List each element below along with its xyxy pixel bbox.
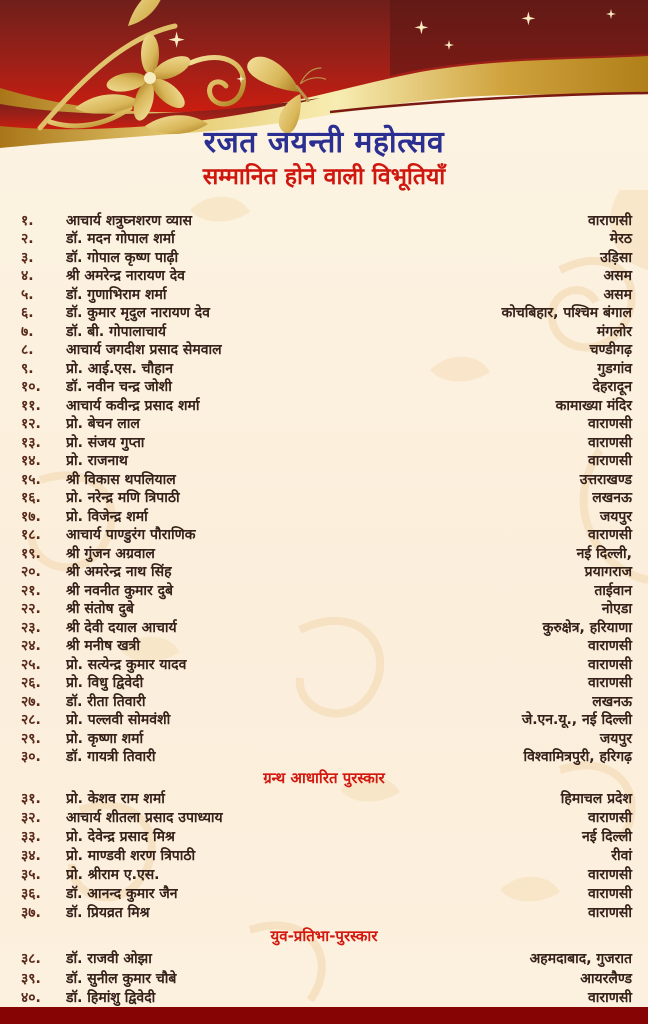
honoree-number: २०.	[21, 564, 41, 581]
honoree-number: ३४.	[21, 848, 41, 864]
honoree-place: उड़िसा	[600, 249, 632, 266]
honoree-rows-granth	[0, 789, 648, 922]
honoree-place: जे.एन.यू., नई दिल्ली	[521, 712, 632, 729]
page-subtitle: सम्मानित होने वाली विभूतियाँ	[202, 163, 446, 190]
honoree-number: ३३.	[21, 829, 41, 845]
honoree-name: श्री मनीष खत्री	[66, 638, 140, 655]
honoree-name: डॉ. नवीन चन्द्र जोशी	[66, 379, 172, 396]
section-title-yuva-award: युव-प्रतिभा-पुरस्कार	[270, 926, 378, 945]
honoree-number: ६.	[21, 305, 34, 322]
honoree-place: मंगलोर	[596, 323, 632, 340]
honoree-number: २४.	[21, 638, 41, 655]
honoree-number: १३.	[21, 434, 41, 451]
honoree-name: डॉ. मदन गोपाल शर्मा	[66, 231, 175, 248]
honoree-number: १०.	[21, 379, 41, 396]
honoree-name: प्रो. विधु द्विवेदी	[66, 675, 144, 692]
honoree-number: १.	[21, 212, 34, 229]
honoree-number: ९.	[21, 360, 34, 377]
honoree-place: आयरलैण्ड	[580, 970, 632, 987]
honoree-row	[0, 674, 648, 693]
honoree-place: वाराणसी	[588, 810, 632, 826]
honoree-name: आचार्य कवीन्द्र प्रसाद शर्मा	[66, 397, 200, 414]
honoree-place: कुरुक्षेत्र, हरियाणा	[542, 619, 632, 636]
honoree-row	[0, 378, 648, 397]
honoree-name: डॉ. गायत्री तिवारी	[66, 749, 156, 766]
honoree-place: वाराणसी	[588, 656, 632, 673]
honoree-number: २२.	[21, 601, 41, 618]
honoree-name: श्री अमरेन्द्र नाथ सिंह	[66, 564, 172, 581]
honoree-place: उत्तराखण्ड	[579, 471, 632, 488]
honoree-number: १७.	[21, 508, 41, 525]
honoree-number: ८.	[21, 342, 34, 359]
section-title-granth-award: ग्रन्थ आधारित पुरस्कार	[263, 768, 385, 787]
honoree-row	[0, 637, 648, 656]
honoree-number: २५.	[21, 656, 41, 673]
honoree-name: श्री देवी दयाल आचार्य	[66, 619, 177, 636]
honoree-place: वाराणसी	[588, 990, 632, 1007]
honoree-name: डॉ. रीता तिवारी	[66, 693, 146, 710]
honoree-place: वाराणसी	[588, 527, 632, 544]
honoree-number: १४.	[21, 453, 41, 470]
honoree-name: डॉ. हिमांशु द्विवेदी	[66, 990, 156, 1007]
honoree-list	[0, 211, 648, 1008]
honoree-place: वाराणसी	[588, 638, 632, 655]
honoree-row	[0, 988, 648, 1008]
honoree-place: देहरादून	[592, 379, 632, 396]
honoree-row	[0, 618, 648, 637]
honoree-place: जयपुर	[599, 730, 632, 747]
honoree-name: आचार्य पाण्डुरंग पौराणिक	[66, 527, 196, 544]
honoree-row	[0, 884, 648, 903]
honoree-place: असम	[603, 268, 632, 285]
honoree-row	[0, 285, 648, 304]
honoree-row	[0, 655, 648, 674]
honoree-name: प्रो. केशव राम शर्मा	[66, 791, 165, 807]
honoree-row	[0, 600, 648, 619]
honoree-number: २६.	[21, 675, 41, 692]
honoree-row	[0, 322, 648, 341]
honoree-number: ३१.	[21, 791, 41, 807]
honoree-number: २१.	[21, 582, 41, 599]
honoree-row	[0, 827, 648, 846]
honoree-number: २३.	[21, 619, 41, 636]
honoree-name: प्रो. नरेन्द्र मणि त्रिपाठी	[66, 490, 180, 507]
honoree-number: २७.	[21, 693, 41, 710]
honoree-place: मेरठ	[609, 231, 632, 248]
honoree-row	[0, 507, 648, 526]
honoree-name: श्री विकास थपलियाल	[66, 471, 176, 488]
honoree-place: वाराणसी	[588, 867, 632, 883]
honoree-number: ३६.	[21, 886, 41, 902]
honoree-row	[0, 415, 648, 434]
honoree-place: वाराणसी	[588, 453, 632, 470]
honoree-name: प्रो. विजेन्द्र शर्मा	[66, 508, 148, 525]
honoree-name: डॉ. कुमार मृदुल नारायण देव	[66, 305, 210, 322]
honoree-name: प्रो. श्रीराम ए.एस.	[66, 867, 160, 883]
honoree-name: प्रो. संजय गुप्ता	[66, 434, 145, 451]
honoree-row	[0, 396, 648, 415]
honoree-name: डॉ. गुणाभिराम शर्मा	[66, 286, 167, 303]
honoree-place: ताईवान	[594, 582, 632, 599]
honoree-number: ४०.	[21, 990, 41, 1007]
honoree-number: ३५.	[21, 867, 41, 883]
honoree-place: अहमदाबाद, गुजरात	[529, 951, 632, 968]
honoree-number: ५.	[21, 286, 34, 303]
honoree-name: प्रो. बेचन लाल	[66, 416, 140, 433]
honoree-number: १५.	[21, 471, 41, 488]
honoree-row	[0, 267, 648, 286]
honoree-row	[0, 692, 648, 711]
honoree-rows-yuva	[0, 949, 648, 1008]
honoree-name: डॉ. राजवी ओझा	[66, 951, 152, 968]
honoree-name: डॉ. गोपाल कृष्ण पाढ़ी	[66, 249, 179, 266]
honoree-place: नई दिल्ली	[581, 829, 632, 845]
honoree-place: वाराणसी	[588, 416, 632, 433]
title-block	[0, 126, 648, 190]
honoree-place: जयपुर	[599, 508, 632, 525]
honoree-number: २.	[21, 231, 34, 248]
honoree-row	[0, 865, 648, 884]
honoree-number: १६.	[21, 490, 41, 507]
honoree-row	[0, 581, 648, 600]
honoree-name: आचार्य शीतला प्रसाद उपाध्याय	[66, 810, 223, 826]
honoree-name: श्री संतोष दुबे	[66, 601, 134, 618]
honoree-name: प्रो. माण्डवी शरण त्रिपाठी	[66, 848, 196, 864]
honoree-row	[0, 452, 648, 471]
honoree-number: १८.	[21, 527, 41, 544]
honoree-row	[0, 846, 648, 865]
honoree-place: हिमाचल प्रदेश	[560, 791, 632, 807]
honoree-place: नोएडा	[601, 601, 632, 618]
honoree-row	[0, 789, 648, 808]
honoree-name: श्री अमरेन्द्र नारायण देव	[66, 268, 185, 285]
honoree-number: ४.	[21, 268, 34, 285]
honoree-name: प्रो. कृष्णा शर्मा	[66, 730, 144, 747]
honoree-number: ३०.	[21, 749, 41, 766]
honoree-number: ३८.	[21, 951, 41, 968]
honoree-name: प्रो. देवेन्द्र प्रसाद मिश्र	[66, 829, 175, 845]
honoree-row	[0, 748, 648, 767]
honoree-place: नई दिल्ली,	[576, 545, 632, 562]
honoree-number: ३.	[21, 249, 34, 266]
honoree-place: विश्वामित्रपुरी, हरिगढ़	[523, 749, 632, 766]
honoree-name: डॉ. प्रियव्रत मिश्र	[66, 905, 150, 921]
honoree-row	[0, 341, 648, 360]
honoree-row	[0, 808, 648, 827]
honoree-name: डॉ. बी. गोपालाचार्य	[66, 323, 166, 340]
honoree-number: ३२.	[21, 810, 41, 826]
honoree-row	[0, 526, 648, 545]
honoree-row	[0, 248, 648, 267]
honoree-name: श्री नवनीत कुमार दुबे	[66, 582, 173, 599]
honoree-name: डॉ. आनन्द कुमार जैन	[66, 886, 178, 902]
honoree-row	[0, 433, 648, 452]
honoree-name: प्रो. सत्येन्द्र कुमार यादव	[66, 656, 187, 673]
honoree-row	[0, 711, 648, 730]
honoree-name: प्रो. पल्लवी सोमवंशी	[66, 712, 171, 729]
honoree-number: ७.	[21, 323, 34, 340]
honoree-place: वाराणसी	[588, 886, 632, 902]
honoree-row	[0, 563, 648, 582]
honoree-place: गुडगांव	[597, 360, 632, 377]
honoree-name: प्रो. राजनाथ	[66, 453, 128, 470]
honoree-place: कामाख्या मंदिर	[555, 397, 632, 414]
honoree-row	[0, 544, 648, 563]
honoree-number: २८.	[21, 712, 41, 729]
honoree-row	[0, 211, 648, 230]
honoree-place: लखनऊ	[592, 490, 632, 507]
bottom-maroon-bar	[0, 1007, 648, 1024]
honoree-row	[0, 903, 648, 922]
honoree-place: असम	[603, 286, 632, 303]
honoree-row	[0, 949, 648, 969]
honoree-number: ३९.	[21, 970, 41, 987]
honoree-place: वाराणसी	[588, 434, 632, 451]
honoree-place: प्रयागराज	[584, 564, 632, 581]
honoree-number: ३७.	[21, 905, 41, 921]
honoree-number: १९.	[21, 545, 41, 562]
honoree-row	[0, 969, 648, 989]
honoree-rows-main	[0, 211, 648, 766]
honoree-row	[0, 489, 648, 508]
honoree-place: लखनऊ	[592, 693, 632, 710]
honoree-place: वाराणसी	[588, 675, 632, 692]
honoree-name: आचार्य शत्रुघ्नशरण व्यास	[66, 212, 192, 229]
honoree-name: आचार्य जगदीश प्रसाद सेमवाल	[66, 342, 222, 359]
page-title: रजत जयन्ती महोत्सव	[203, 125, 445, 160]
honoree-row	[0, 230, 648, 249]
honoree-place: वाराणसी	[588, 212, 632, 229]
honoree-place: वाराणसी	[588, 905, 632, 921]
honoree-name: प्रो. आई.एस. चौहान	[66, 360, 174, 377]
honoree-row	[0, 729, 648, 748]
honoree-name: डॉ. सुनील कुमार चौबे	[66, 970, 177, 987]
honoree-row	[0, 470, 648, 489]
honoree-place: चण्डीगढ़	[589, 342, 632, 359]
honoree-number: ११.	[21, 397, 41, 414]
honoree-number: २९.	[21, 730, 41, 747]
honoree-number: १२.	[21, 416, 41, 433]
honoree-place: कोचबिहार, पश्चिम बंगाल	[501, 305, 632, 322]
honoree-place: रीवां	[611, 848, 632, 864]
honoree-row	[0, 359, 648, 378]
honoree-name: श्री गुंजन अग्रवाल	[66, 545, 155, 562]
honoree-row	[0, 304, 648, 323]
